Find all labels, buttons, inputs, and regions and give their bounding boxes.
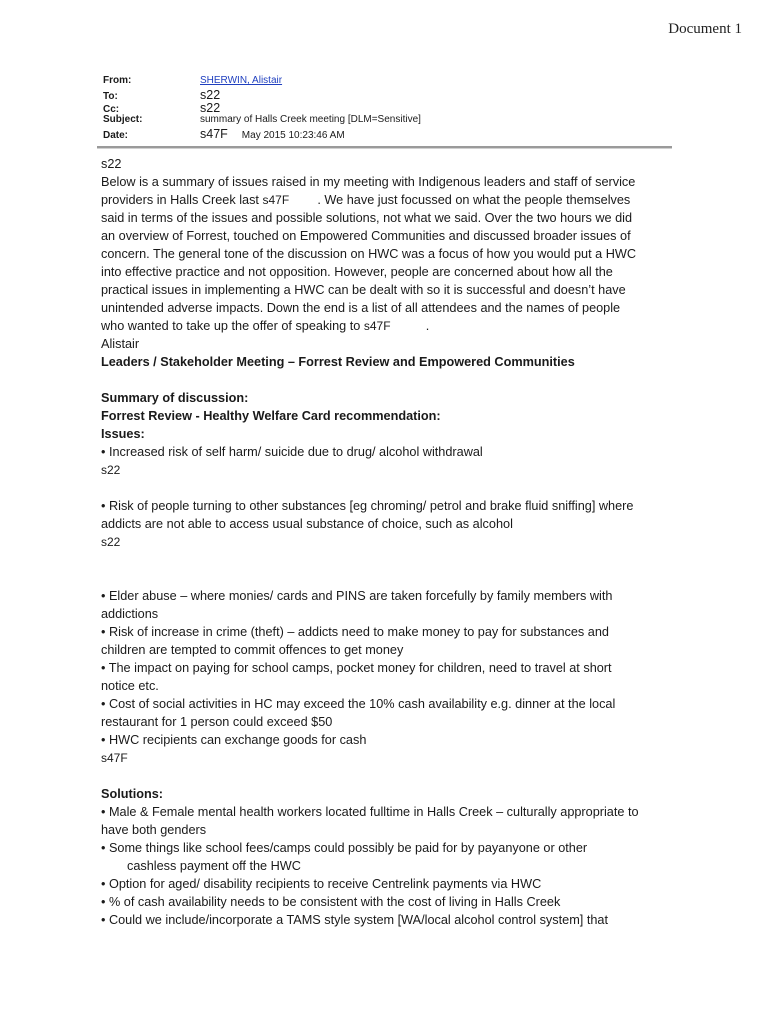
to-value: s22	[200, 88, 221, 102]
redaction-mark: s47F	[101, 751, 128, 765]
paragraph-line: Below is a summary of issues raised in my meeting with Indigenous leaders and staff of service	[101, 175, 636, 189]
issue-item: • Elder abuse – where monies/ cards and PINS are taken forcefully by family members with	[101, 589, 613, 603]
cc-value: s22	[200, 101, 221, 115]
paragraph-line: concern. The general tone of the discussion on HWC was a focus of how you would put a HWC	[101, 247, 637, 261]
forrest-heading: Forrest Review - Healthy Welfare Card recommendation:	[101, 409, 441, 423]
solution-item: • Could we include/incorporate a TAMS style system [WA/local alcohol control system] that	[101, 913, 608, 927]
text-span: cashless payment off the HWC	[127, 859, 301, 873]
from-label: From:	[103, 75, 132, 86]
paragraph-line	[101, 191, 681, 209]
solution-subitem	[101, 839, 681, 875]
redaction-mark: s47F	[262, 193, 290, 207]
issue-item: • Risk of increase in crime (theft) – addicts need to make money to pay for substances and	[101, 625, 609, 639]
from-row	[103, 75, 673, 88]
issue-item: • HWC recipients can exchange goods for cash	[101, 733, 367, 747]
summary-heading: Summary of discussion:	[101, 391, 249, 405]
solution-item: • Male & Female mental health workers located fulltime in Halls Creek – culturally appropriate to	[101, 805, 639, 819]
paragraph-line: into effective practice and not opposition. However, people are concerned about how all the	[101, 265, 613, 279]
text-span: . We have just focussed on what the people themselves	[289, 193, 631, 207]
header-divider	[97, 146, 672, 149]
issues-heading: Issues:	[101, 427, 145, 441]
issue-item-cont: notice etc.	[101, 679, 159, 693]
solutions-heading: Solutions:	[101, 787, 164, 801]
paragraph-line: unintended adverse impacts. Down the end is a list of all attendees and the names of people	[101, 301, 621, 315]
subject-row	[103, 114, 673, 127]
issue-item: • The impact on paying for school camps, pocket money for children, need to travel at short	[101, 661, 612, 675]
meeting-heading: Leaders / Stakeholder Meeting – Forrest Review and Empowered Communities	[101, 355, 575, 369]
issue-item: • Cost of social activities in HC may exceed the 10% cash availability e.g. dinner at the local	[101, 697, 616, 711]
date-label: Date:	[103, 130, 129, 141]
document-label: Document 1	[668, 21, 742, 37]
issue-item: • Risk of people turning to other substances [eg chroming/ petrol and brake fluid sniffing] where	[101, 499, 634, 513]
solution-item-cont: have both genders	[101, 823, 207, 837]
date-redaction: s47F	[200, 127, 228, 141]
redaction-mark: s22	[101, 463, 121, 477]
paragraph-line	[101, 317, 681, 335]
from-link[interactable]: SHERWIN, Alistair	[200, 75, 283, 86]
solution-item: • % of cash availability needs to be consistent with the cost of living in Halls Creek	[101, 895, 561, 909]
issue-item-cont: addicts are not able to access usual substance of choice, such as alcohol	[101, 517, 513, 531]
paragraph-line: practical issues in implementing a HWC can be dealt with so it is successful and doesn’t have	[101, 283, 626, 297]
subject-label: Subject:	[103, 114, 143, 125]
issue-item-cont: addictions	[101, 607, 159, 621]
text-span: .	[390, 319, 430, 333]
date-value: May 2015 10:23:46 AM	[241, 130, 345, 141]
paragraph-line: said in terms of the issues and possible solutions, not what we said. Over the two hours we did	[101, 211, 633, 225]
subject-value: summary of Halls Creek meeting [DLM=Sensitive]	[200, 114, 421, 125]
paragraph-line: an overview of Forrest, touched on Empowered Communities and discussed broader issues of	[101, 229, 631, 243]
issue-item-cont: restaurant for 1 person could exceed $50	[101, 715, 333, 729]
text-span: who wanted to take up the offer of speaking to	[101, 319, 364, 333]
to-label: To:	[103, 91, 118, 102]
text-span: providers in Halls Creek last	[101, 193, 263, 207]
email-header	[103, 75, 673, 140]
redaction-mark: s47F	[363, 319, 391, 333]
email-body	[101, 155, 681, 929]
solution-item: • Option for aged/ disability recipients to receive Centrelink payments via HWC	[101, 877, 542, 891]
text-span: • Some things like school fees/camps could possibly be paid for by payanyone or other	[101, 841, 588, 855]
salutation: s22	[101, 157, 122, 171]
cc-label: Cc:	[103, 104, 120, 115]
signoff: Alistair	[101, 337, 140, 351]
issue-item-cont: children are tempted to commit offences to get money	[101, 643, 404, 657]
cc-row	[103, 101, 673, 114]
to-row	[103, 88, 673, 101]
redaction-mark: s22	[101, 535, 121, 549]
issue-item: • Increased risk of self harm/ suicide due to drug/ alcohol withdrawal	[101, 445, 483, 459]
date-row	[103, 127, 673, 140]
